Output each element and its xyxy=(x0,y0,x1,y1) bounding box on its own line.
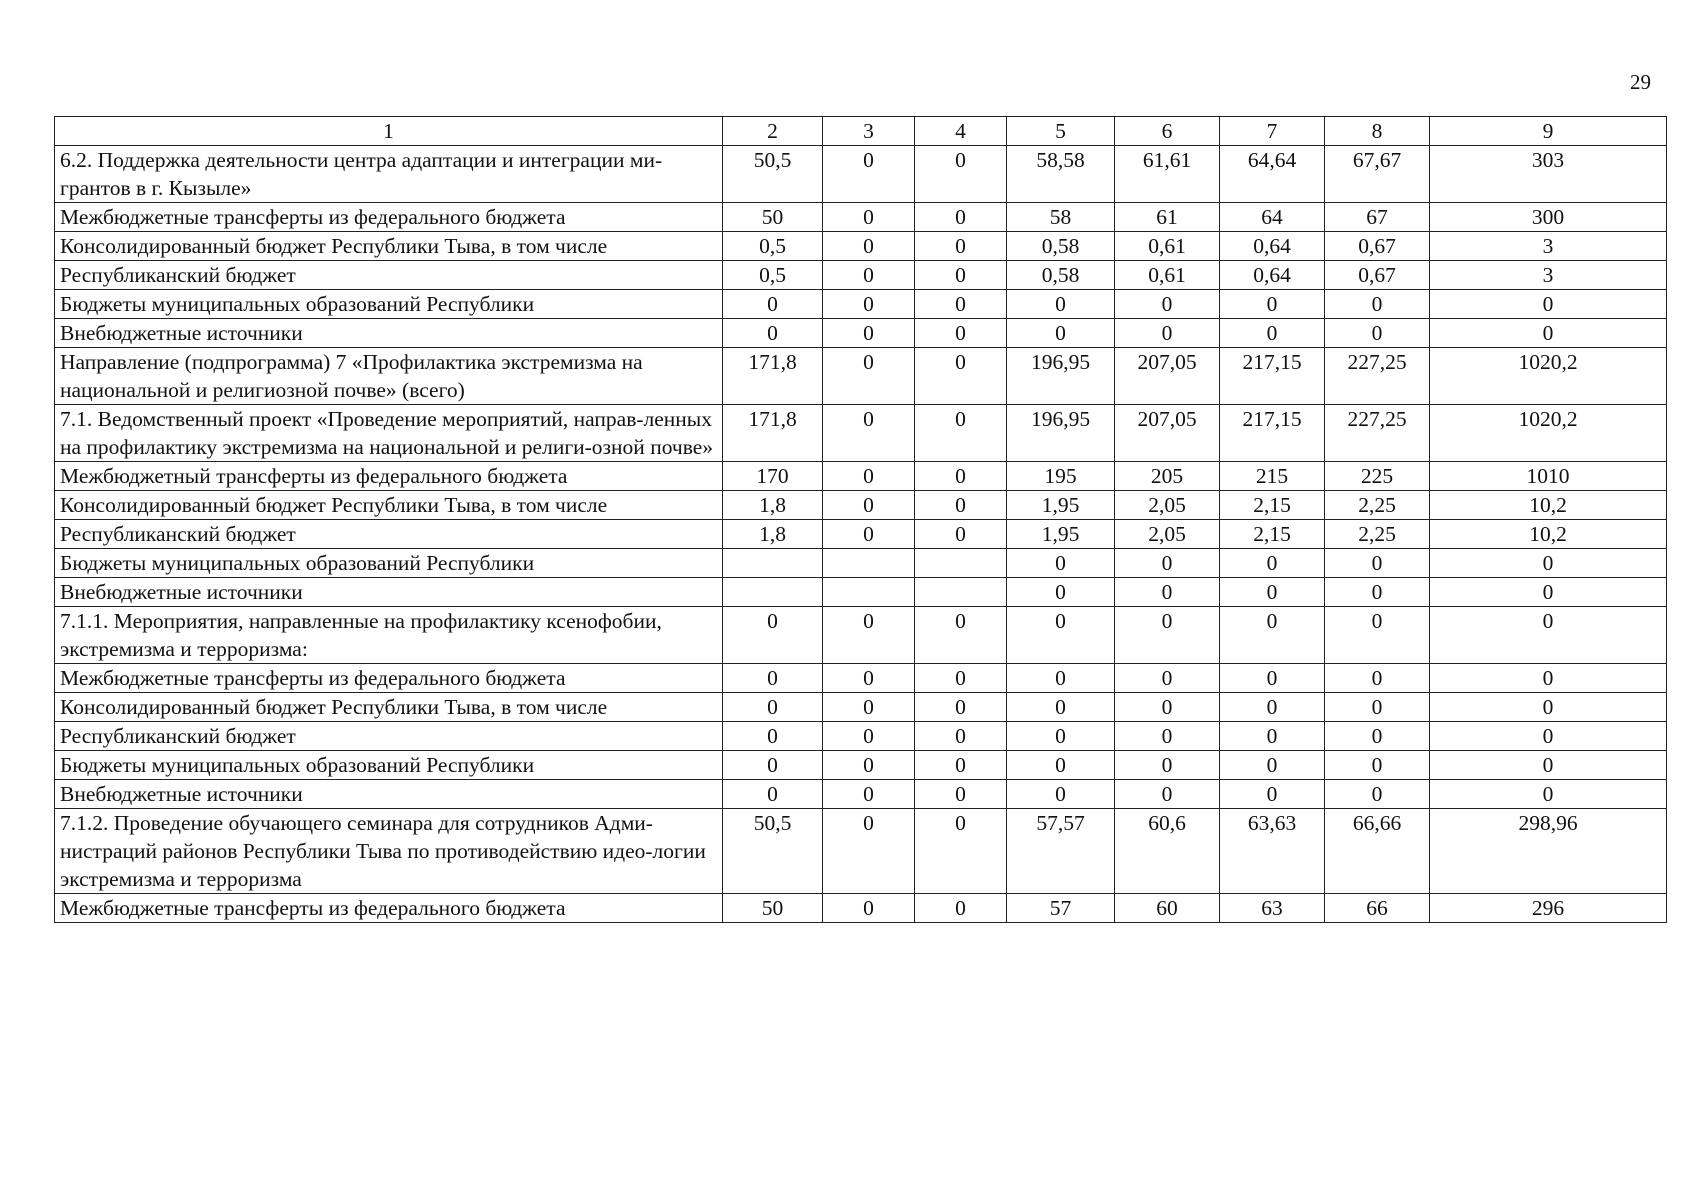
value-cell: 0 xyxy=(915,146,1007,203)
value-cell: 2,05 xyxy=(1115,491,1220,520)
value-cell: 10,2 xyxy=(1430,491,1667,520)
value-cell: 1,8 xyxy=(723,491,823,520)
value-cell: 0 xyxy=(1115,722,1220,751)
value-cell: 0 xyxy=(1325,290,1430,319)
value-cell: 64 xyxy=(1220,203,1325,232)
value-cell: 0 xyxy=(823,290,915,319)
value-cell: 3 xyxy=(1430,232,1667,261)
value-cell: 170 xyxy=(723,462,823,491)
value-cell: 0 xyxy=(1325,319,1430,348)
value-cell: 298,96 xyxy=(1430,809,1667,894)
value-cell: 0 xyxy=(723,693,823,722)
value-cell: 0 xyxy=(1325,549,1430,578)
value-cell: 0 xyxy=(823,809,915,894)
table-row xyxy=(55,578,1667,607)
value-cell: 2,15 xyxy=(1220,520,1325,549)
value-cell: 0 xyxy=(915,751,1007,780)
budget-table xyxy=(54,116,1667,923)
value-cell: 0 xyxy=(823,462,915,491)
value-cell: 0,5 xyxy=(723,232,823,261)
table-row xyxy=(55,491,1667,520)
value-cell: 0 xyxy=(823,520,915,549)
value-cell: 0 xyxy=(1220,549,1325,578)
value-cell: 205 xyxy=(1115,462,1220,491)
value-cell: 303 xyxy=(1430,146,1667,203)
table-row xyxy=(55,261,1667,290)
value-cell: 0 xyxy=(1115,780,1220,809)
value-cell: 0 xyxy=(1325,664,1430,693)
value-cell: 0 xyxy=(823,348,915,405)
value-cell: 0 xyxy=(1115,290,1220,319)
value-cell: 0 xyxy=(1115,607,1220,664)
value-cell: 0 xyxy=(915,664,1007,693)
value-cell: 2,25 xyxy=(1325,491,1430,520)
value-cell: 0 xyxy=(1325,751,1430,780)
table-row xyxy=(55,894,1667,923)
value-cell xyxy=(915,578,1007,607)
value-cell: 66 xyxy=(1325,894,1430,923)
value-cell: 0 xyxy=(1430,780,1667,809)
row-label: Республиканский бюджет xyxy=(55,520,723,549)
value-cell: 60 xyxy=(1115,894,1220,923)
value-cell xyxy=(723,549,823,578)
value-cell: 0 xyxy=(1115,693,1220,722)
value-cell: 0 xyxy=(1430,751,1667,780)
row-label: 7.1.2. Проведение обучающего семинара для сотрудников Адми-нистраций районов Республики Тыва по противодействию идео-логии экстремизма и терроризма xyxy=(55,809,723,894)
value-cell: 58,58 xyxy=(1007,146,1115,203)
value-cell: 60,6 xyxy=(1115,809,1220,894)
value-cell: 0 xyxy=(1430,549,1667,578)
value-cell: 1,95 xyxy=(1007,491,1115,520)
value-cell: 225 xyxy=(1325,462,1430,491)
row-label: Межбюджетные трансферты из федерального бюджета xyxy=(55,664,723,693)
value-cell: 0 xyxy=(1430,290,1667,319)
value-cell: 0 xyxy=(1007,578,1115,607)
value-cell: 2,25 xyxy=(1325,520,1430,549)
value-cell: 67,67 xyxy=(1325,146,1430,203)
value-cell: 0 xyxy=(723,722,823,751)
row-label: Республиканский бюджет xyxy=(55,261,723,290)
table-row xyxy=(55,549,1667,578)
value-cell: 61,61 xyxy=(1115,146,1220,203)
table-row xyxy=(55,232,1667,261)
value-cell: 0 xyxy=(915,462,1007,491)
value-cell: 1,95 xyxy=(1007,520,1115,549)
row-label: Бюджеты муниципальных образований Республики xyxy=(55,751,723,780)
value-cell: 0,67 xyxy=(1325,232,1430,261)
value-cell: 0 xyxy=(1430,319,1667,348)
value-cell: 0 xyxy=(915,607,1007,664)
value-cell: 1020,2 xyxy=(1430,405,1667,462)
value-cell: 0 xyxy=(1115,549,1220,578)
row-label: Внебюджетные источники xyxy=(55,578,723,607)
value-cell: 217,15 xyxy=(1220,348,1325,405)
row-label: 6.2. Поддержка деятельности центра адаптации и интеграции ми-грантов в г. Кызыле» xyxy=(55,146,723,203)
value-cell: 0 xyxy=(723,751,823,780)
value-cell: 0,61 xyxy=(1115,261,1220,290)
value-cell: 171,8 xyxy=(723,405,823,462)
value-cell: 0,61 xyxy=(1115,232,1220,261)
value-cell: 2,05 xyxy=(1115,520,1220,549)
value-cell: 0 xyxy=(1220,607,1325,664)
table-row xyxy=(55,348,1667,405)
row-label: Консолидированный бюджет Республики Тыва, в том числе xyxy=(55,693,723,722)
value-cell: 0 xyxy=(823,607,915,664)
value-cell: 0 xyxy=(823,780,915,809)
value-cell: 0 xyxy=(823,203,915,232)
value-cell: 2,15 xyxy=(1220,491,1325,520)
value-cell: 57,57 xyxy=(1007,809,1115,894)
column-header: 8 xyxy=(1325,117,1430,146)
table-row xyxy=(55,751,1667,780)
row-label: 7.1. Ведомственный проект «Проведение мероприятий, направ-ленных на профилактику экстремизма на национальной и религи-озной почве» xyxy=(55,405,723,462)
value-cell: 0 xyxy=(823,664,915,693)
value-cell: 0 xyxy=(1115,319,1220,348)
value-cell: 0 xyxy=(1220,319,1325,348)
table-row xyxy=(55,809,1667,894)
value-cell: 195 xyxy=(1007,462,1115,491)
value-cell: 58 xyxy=(1007,203,1115,232)
value-cell: 0 xyxy=(1007,722,1115,751)
value-cell xyxy=(823,549,915,578)
table-row xyxy=(55,290,1667,319)
value-cell: 0 xyxy=(1430,693,1667,722)
value-cell: 0 xyxy=(915,290,1007,319)
value-cell: 300 xyxy=(1430,203,1667,232)
value-cell: 217,15 xyxy=(1220,405,1325,462)
value-cell: 0 xyxy=(1220,751,1325,780)
value-cell: 215 xyxy=(1220,462,1325,491)
value-cell xyxy=(823,578,915,607)
value-cell: 196,95 xyxy=(1007,405,1115,462)
value-cell xyxy=(915,549,1007,578)
value-cell: 0 xyxy=(823,405,915,462)
value-cell: 0 xyxy=(1325,578,1430,607)
value-cell: 0 xyxy=(823,146,915,203)
row-label: Консолидированный бюджет Республики Тыва, в том числе xyxy=(55,232,723,261)
value-cell: 1020,2 xyxy=(1430,348,1667,405)
row-label: Внебюджетные источники xyxy=(55,780,723,809)
value-cell: 0 xyxy=(915,405,1007,462)
value-cell: 0 xyxy=(823,751,915,780)
value-cell: 0 xyxy=(1325,607,1430,664)
value-cell: 0,5 xyxy=(723,261,823,290)
value-cell: 0 xyxy=(915,491,1007,520)
value-cell: 0 xyxy=(915,809,1007,894)
value-cell: 0 xyxy=(1115,751,1220,780)
value-cell: 0 xyxy=(915,894,1007,923)
value-cell: 227,25 xyxy=(1325,405,1430,462)
value-cell: 0,64 xyxy=(1220,232,1325,261)
table-row xyxy=(55,319,1667,348)
value-cell: 1010 xyxy=(1430,462,1667,491)
value-cell: 63 xyxy=(1220,894,1325,923)
value-cell: 0 xyxy=(1430,722,1667,751)
value-cell: 296 xyxy=(1430,894,1667,923)
value-cell: 0,58 xyxy=(1007,261,1115,290)
table-row xyxy=(55,722,1667,751)
value-cell: 0 xyxy=(915,780,1007,809)
value-cell: 0 xyxy=(915,520,1007,549)
value-cell: 0 xyxy=(823,232,915,261)
value-cell: 0 xyxy=(823,693,915,722)
column-header: 6 xyxy=(1115,117,1220,146)
column-header: 3 xyxy=(823,117,915,146)
value-cell: 0 xyxy=(1115,578,1220,607)
column-header: 4 xyxy=(915,117,1007,146)
value-cell xyxy=(723,578,823,607)
value-cell: 66,66 xyxy=(1325,809,1430,894)
value-cell: 0 xyxy=(1007,693,1115,722)
value-cell: 0 xyxy=(1115,664,1220,693)
value-cell: 0 xyxy=(1220,290,1325,319)
row-label: Межбюджетный трансферты из федерального бюджета xyxy=(55,462,723,491)
column-header: 9 xyxy=(1430,117,1667,146)
header-row xyxy=(55,117,1667,146)
value-cell: 0,58 xyxy=(1007,232,1115,261)
table-row xyxy=(55,664,1667,693)
value-cell: 0 xyxy=(1007,607,1115,664)
value-cell: 0 xyxy=(1430,578,1667,607)
value-cell: 0 xyxy=(1220,693,1325,722)
value-cell: 0 xyxy=(723,607,823,664)
column-header: 1 xyxy=(55,117,723,146)
row-label: Республиканский бюджет xyxy=(55,722,723,751)
table-row xyxy=(55,607,1667,664)
value-cell: 0 xyxy=(1220,722,1325,751)
value-cell: 0 xyxy=(723,290,823,319)
value-cell: 0 xyxy=(915,261,1007,290)
table-row xyxy=(55,693,1667,722)
value-cell: 0 xyxy=(1007,290,1115,319)
value-cell: 0 xyxy=(723,780,823,809)
value-cell: 171,8 xyxy=(723,348,823,405)
value-cell: 57 xyxy=(1007,894,1115,923)
row-label: Бюджеты муниципальных образований Республики xyxy=(55,290,723,319)
table-row xyxy=(55,146,1667,203)
value-cell: 3 xyxy=(1430,261,1667,290)
page-number: 29 xyxy=(1630,70,1651,94)
value-cell: 61 xyxy=(1115,203,1220,232)
value-cell: 50 xyxy=(723,894,823,923)
value-cell: 0 xyxy=(1007,664,1115,693)
column-header: 5 xyxy=(1007,117,1115,146)
column-header: 7 xyxy=(1220,117,1325,146)
value-cell: 0 xyxy=(1007,549,1115,578)
value-cell: 0 xyxy=(1220,578,1325,607)
row-label: Межбюджетные трансферты из федерального бюджета xyxy=(55,894,723,923)
value-cell: 0 xyxy=(1220,780,1325,809)
value-cell: 0 xyxy=(915,693,1007,722)
value-cell: 10,2 xyxy=(1430,520,1667,549)
value-cell: 0 xyxy=(915,348,1007,405)
value-cell: 0 xyxy=(915,203,1007,232)
value-cell: 50,5 xyxy=(723,146,823,203)
table-row xyxy=(55,780,1667,809)
value-cell: 67 xyxy=(1325,203,1430,232)
row-label: Бюджеты муниципальных образований Республики xyxy=(55,549,723,578)
row-label: Внебюджетные источники xyxy=(55,319,723,348)
table-body xyxy=(55,117,1667,923)
value-cell: 0 xyxy=(915,319,1007,348)
value-cell: 64,64 xyxy=(1220,146,1325,203)
value-cell: 0 xyxy=(1430,607,1667,664)
value-cell: 0,64 xyxy=(1220,261,1325,290)
value-cell: 0 xyxy=(1325,693,1430,722)
value-cell: 0 xyxy=(1325,722,1430,751)
value-cell: 50 xyxy=(723,203,823,232)
value-cell: 0 xyxy=(915,722,1007,751)
value-cell: 0 xyxy=(1007,751,1115,780)
value-cell: 63,63 xyxy=(1220,809,1325,894)
value-cell: 0 xyxy=(1007,319,1115,348)
row-label: Направление (подпрограмма) 7 «Профилактика экстремизма на национальной и религиозной почве» (всего) xyxy=(55,348,723,405)
value-cell: 0 xyxy=(723,319,823,348)
value-cell: 0 xyxy=(1430,664,1667,693)
value-cell: 0 xyxy=(823,319,915,348)
value-cell: 1,8 xyxy=(723,520,823,549)
value-cell: 0 xyxy=(823,261,915,290)
value-cell: 207,05 xyxy=(1115,405,1220,462)
value-cell: 0 xyxy=(823,491,915,520)
value-cell: 227,25 xyxy=(1325,348,1430,405)
table-row xyxy=(55,405,1667,462)
value-cell: 207,05 xyxy=(1115,348,1220,405)
value-cell: 50,5 xyxy=(723,809,823,894)
value-cell: 0 xyxy=(823,894,915,923)
table-row xyxy=(55,203,1667,232)
column-header: 2 xyxy=(723,117,823,146)
row-label: Межбюджетные трансферты из федерального бюджета xyxy=(55,203,723,232)
row-label: Консолидированный бюджет Республики Тыва, в том числе xyxy=(55,491,723,520)
value-cell: 196,95 xyxy=(1007,348,1115,405)
table-row xyxy=(55,520,1667,549)
value-cell: 0 xyxy=(1007,780,1115,809)
value-cell: 0 xyxy=(1220,664,1325,693)
value-cell: 0 xyxy=(1325,780,1430,809)
value-cell: 0 xyxy=(723,664,823,693)
table-row xyxy=(55,462,1667,491)
row-label: 7.1.1. Мероприятия, направленные на профилактику ксенофобии, экстремизма и терроризма: xyxy=(55,607,723,664)
value-cell: 0 xyxy=(915,232,1007,261)
value-cell: 0,67 xyxy=(1325,261,1430,290)
value-cell: 0 xyxy=(823,722,915,751)
